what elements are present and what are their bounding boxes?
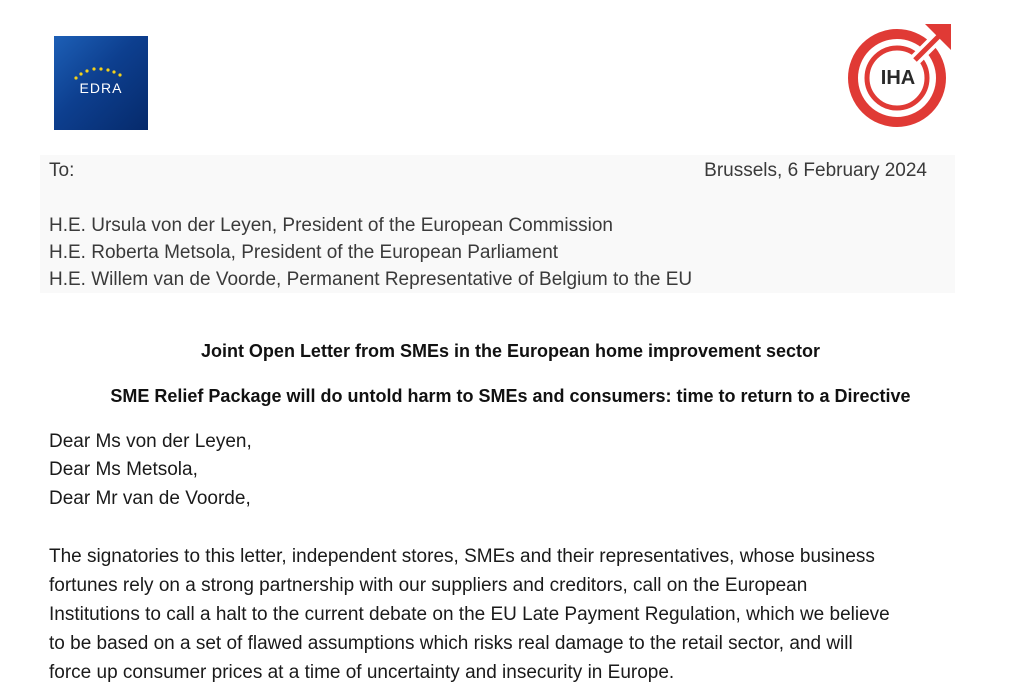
salutation-line: Dear Mr van de Voorde, bbox=[49, 488, 251, 509]
recipient-line: H.E. Ursula von der Leyen, President of the European Commission bbox=[49, 215, 613, 236]
recipient-line: H.E. Willem van de Voorde, Permanent Representative of Belgium to the EU bbox=[49, 269, 693, 290]
edra-logo-text: EDRA bbox=[79, 80, 123, 96]
letter-date: Brussels, 6 February 2024 bbox=[704, 160, 927, 181]
iha-logo bbox=[845, 22, 955, 132]
body-line: force up consumer prices at a time of uncertainty and insecurity in Europe. bbox=[49, 662, 675, 683]
body-line: to be based on a set of flawed assumptions which risks real damage to the retail sector, and will bbox=[49, 633, 853, 654]
salutation-line: Dear Ms von der Leyen, bbox=[49, 431, 252, 452]
body-line: Institutions to call a halt to the current debate on the EU Late Payment Regulation, which we believe bbox=[49, 604, 890, 625]
to-label: To: bbox=[49, 160, 75, 181]
salutation-line: Dear Ms Metsola, bbox=[49, 459, 198, 480]
body-line: The signatories to this letter, independent stores, SMEs and their representatives, whose business bbox=[49, 546, 875, 567]
edra-logo bbox=[54, 36, 148, 130]
letter-subtitle: SME Relief Package will do untold harm to SMEs and consumers: time to return to a Directive bbox=[110, 386, 911, 406]
iha-logo-text: IHA bbox=[880, 67, 916, 89]
letter-title: Joint Open Letter from SMEs in the European home improvement sector bbox=[200, 341, 821, 361]
body-line: fortunes rely on a strong partnership with our suppliers and creditors, call on the European bbox=[49, 575, 808, 596]
recipient-line: H.E. Roberta Metsola, President of the European Parliament bbox=[49, 242, 559, 263]
